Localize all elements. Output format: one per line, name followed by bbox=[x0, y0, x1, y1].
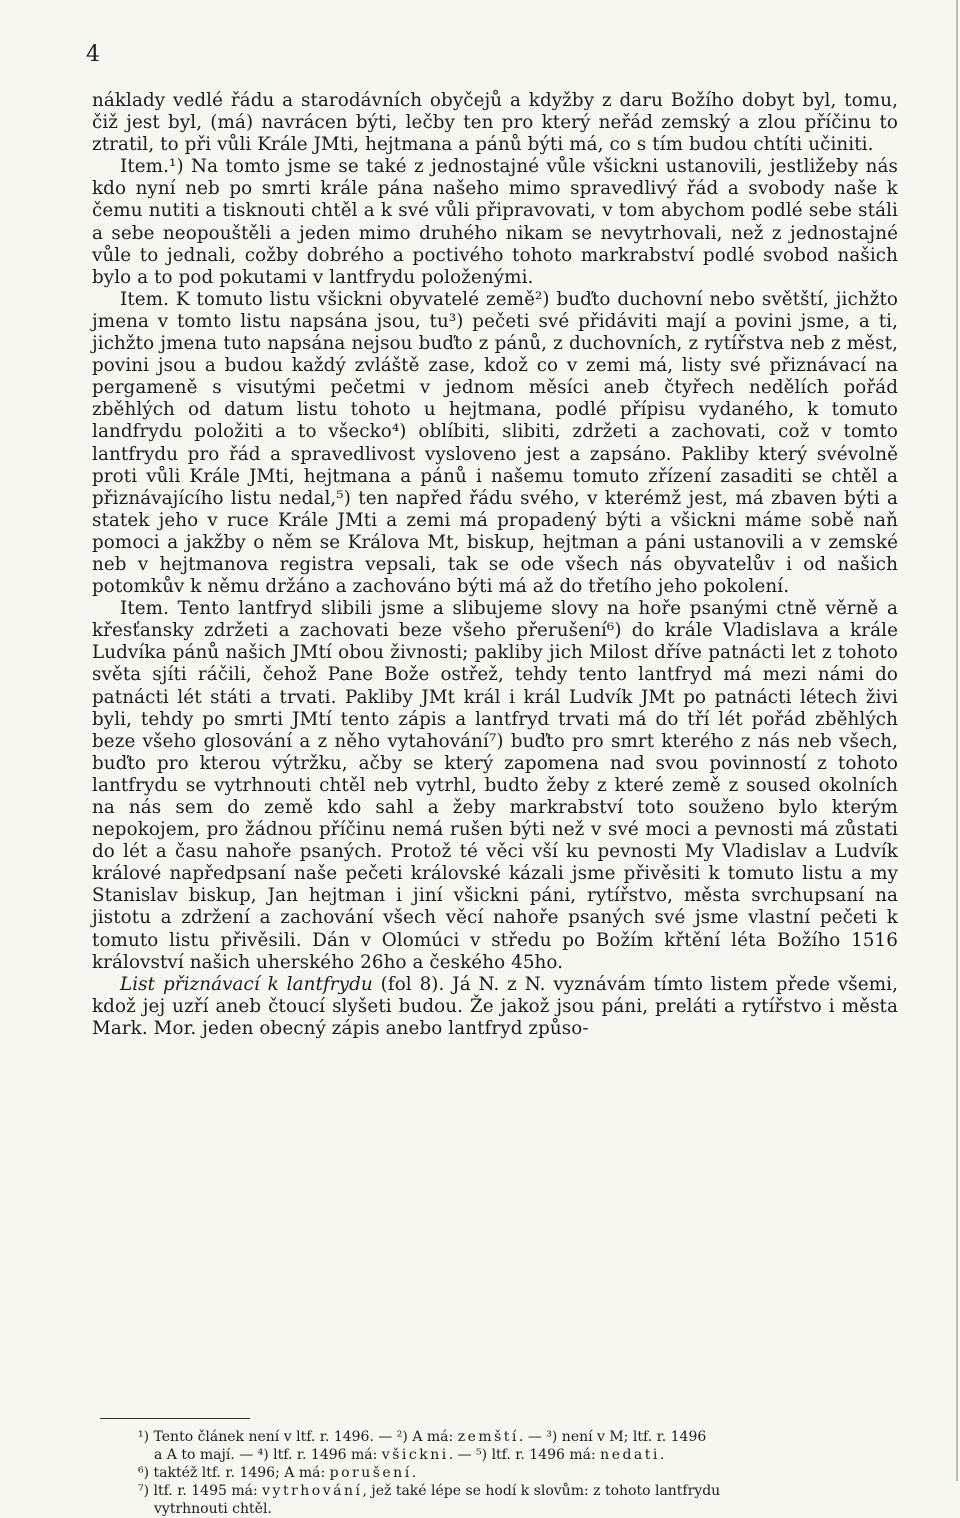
paragraph-2: Item.¹) Na tomto jsme se také z jednostajné vůle všickni ustanovili, jestližeby nás kdo nyní neb po smrti krále pána našeho mimo spravedlivý řád a svobody naše k čemu nutiti a tisknouti chtěl a k své vůli připravovati, v tom abychom podlé sebe stáli a sebe neopouštěli a jeden mimo druhého nikam se nevytrhovali, než z jednostajné vůle to jednali, cožby dobrého a poctivého tohoto markrabství podlé svobod našich bylo a to pod pokutami v lantfrydu položenými. bbox=[92, 156, 898, 288]
footnote-text: ⁶) taktéž ltf. r. 1496; A má: bbox=[138, 1465, 330, 1481]
footnote-text: , jež také lépe se hodí k slovům: z tohoto lantfrydu bbox=[362, 1483, 721, 1499]
footnote-text: . bbox=[659, 1447, 665, 1463]
footnote-spaced-word: nedati bbox=[600, 1447, 660, 1463]
paragraph-5 bbox=[92, 974, 898, 1040]
footnote-line-2 bbox=[138, 1446, 908, 1464]
footnote-line-4 bbox=[138, 1482, 908, 1500]
footnote-text: . — ³) není v M; ltf. r. 1496 bbox=[518, 1429, 707, 1445]
page-edge bbox=[956, 0, 958, 1481]
paragraph-4: Item. Tento lantfryd slibili jsme a slibujeme slovy na hoře psanými ctně věrně a křesťansky zdržeti a zachovati beze všeho přerušení⁶) do krále Vladislava a krále Ludvíka pánů našich JMtí obou živnosti; pakliby jich Milost dříve patnácti let z tohoto světa sjíti ráčili, čehož Pane Bože ostřež, tehdy tento lantfryd má mezi námi do patnácti lét státi a trvati. Pakliby JMt král i král Ludvík JMt po patnácti létech živi byli, tehdy po smrti JMtí tento zápis a lantfryd trvati má do tří lét pořád zběhlých beze všeho glosování a z něho vytahování⁷) buďto pro smrt kterého z nás neb všech, buďto pro kterou výtržku, ačby se který zapomena nad svou povinností z tohoto lantfrydu se vytrhnouti chtěl neb vytrhl, budto žeby z které země z soused okolních na nás sem do země kdo sahl a žeby markrabství toto souženo bylo kterým nepokojem, pro žádnou příčinu nemá rušen býti než v své moci a pevnosti má zůstati do lét a času nahoře psaných. Protož té věci vší ku pevnosti My Vladislav a Ludvík králové napředpsaní naše pečeti královské kázali jsme přivěsiti k tomuto listu a my Stanislav biskup, Jan hejtman i jiní všickni páni, rytířstvo, města svrchupsaní na jistotu a zdržení a zachování všech věcí nahoře psaných své jsme vlastní pečeti k tomuto listu přivěsili. Dán v Olomúci v středu po Božím křtění léta Božího 1516 království našich uherského 26ho a českého 45ho. bbox=[92, 598, 898, 973]
paragraph-5-text: (fol 8). Já N. z N. vyznávám tímto listem přede všemi, kdož jej uzří aneb čtoucí slyšeti budou. Že jakož jsou páni, preláti a rytířstvo i města Mark. Mor. jeden obecný zápis anebo lantfryd způso- bbox=[92, 973, 898, 1039]
footnotes bbox=[138, 1428, 908, 1518]
footnote-text: ¹) Tento článek není v ltf. r. 1496. — ²) A má: bbox=[138, 1429, 458, 1445]
footnote-text: a A to mají. — ⁴) ltf. r. 1496 má: bbox=[154, 1447, 382, 1463]
footnote-text: . — ⁵) ltf. r. 1496 má: bbox=[448, 1447, 601, 1463]
footnote-spaced-word: porušení bbox=[329, 1465, 412, 1481]
footnote-line-1 bbox=[138, 1428, 908, 1446]
footnote-spaced-word: všickni bbox=[381, 1447, 449, 1463]
footnote-line-5: vytrhnouti chtěl. bbox=[154, 1501, 272, 1517]
document-title-italic: List přiznávací k lantfrydu bbox=[120, 973, 373, 995]
paragraph-3: Item. K tomuto listu všickni obyvatelé země²) buďto duchovní nebo světští, jichžto jmena v tomto listu napsána jsou, tu³) pečeti své přidáviti mají a povini jsme, a ti, jichžto jmena tuto napsána nejsou buďto z pánů, z duchovních, z rytířstva neb z měst, povini jsou a budou každý zvláště zase, kdož co v zemi má, listy své přiznávací na pergameně s visutými pečetmi v jednom měsíci aneb čtyřech nedělích pořád zběhlých od datum listu tohoto u hejtmana, podlé přípisu vydaného, k tomuto landfrydu položiti a to všecko⁴) oblíbiti, slibiti, zdržeti a zachovati, což v tomto lantfrydu pro řád a spravedlivost vysloveno jest a zapsáno. Pakliby který svévolně proti vůli Krále JMti, hejtmana a pánů i našemu tomuto zřízení zasaditi se chtěl a přiznávajícího listu nedal,⁵) ten napřed řádu svého, v kterémž jest, má zbaven býti a statek jeho v ruce Krále JMti a zemi má propadený býti a všickni máme sobě naň pomoci a jakžby o něm se Králova Mt, biskup, hejtman a páni ustanovili a v zemské neb v hejtmanova registra vepsali, tak se ode všech nás obyvatelův i od našich potomkův k němu držáno a zachováno býti má až do třetího jeho pokolení. bbox=[92, 288, 898, 598]
paragraph-1: náklady vedlé řádu a starodávních obyčejů a kdyžby z daru Božího dobyt byl, tomu, čiž jest byl, (má) navrácen býti, lečby ten pro který neřád zemský a zlou příčinu to ztratil, to při vůli Krále JMti, hejtmana a pánů býti má, co s tím budou chtíti učiniti. bbox=[92, 90, 898, 156]
footnote-spaced-word: vytrhování bbox=[262, 1483, 363, 1499]
footnote-text: ⁷) ltf. r. 1495 má: bbox=[138, 1483, 263, 1499]
footnote-rule bbox=[100, 1418, 250, 1419]
footnote-line-3 bbox=[138, 1464, 908, 1482]
footnote-spaced-word: zemští bbox=[457, 1429, 519, 1445]
page-number: 4 bbox=[86, 42, 100, 67]
main-text bbox=[92, 90, 898, 1040]
footnote-text: . bbox=[411, 1465, 417, 1481]
